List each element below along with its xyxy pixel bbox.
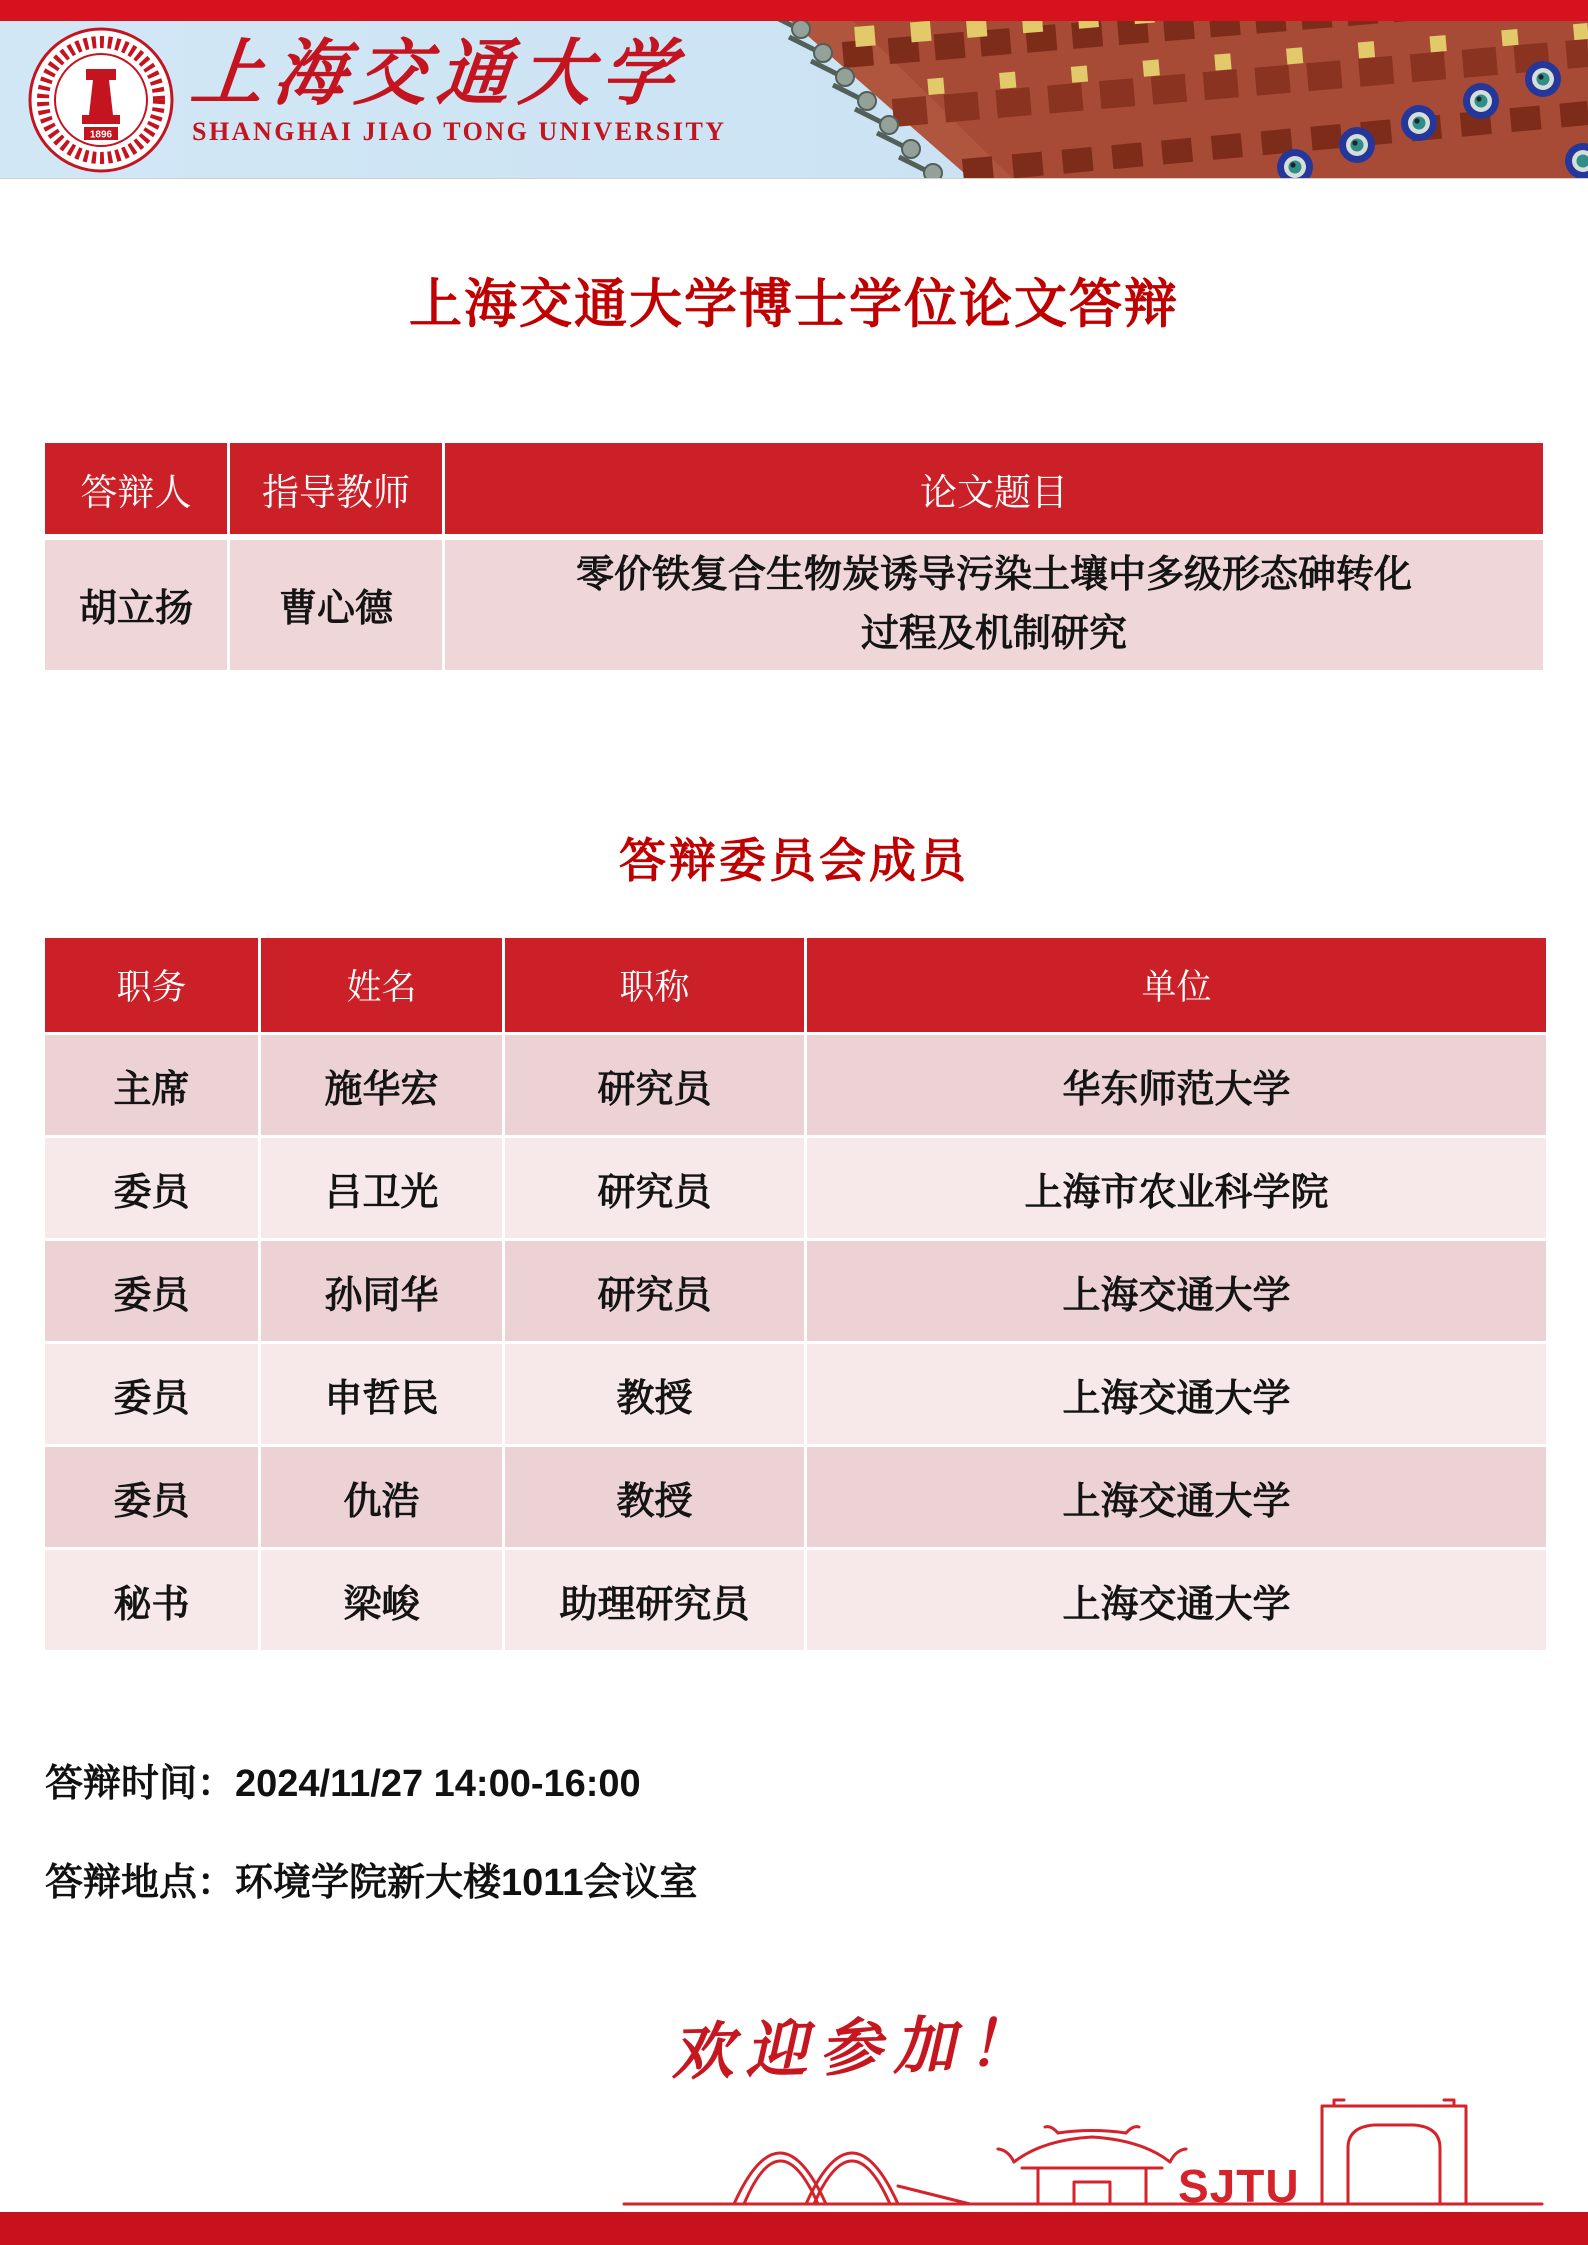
committee-row — [45, 1241, 1543, 1341]
member-role: 主席 — [45, 1035, 258, 1135]
member-affiliation: 上海市农业科学院 — [807, 1138, 1546, 1238]
traditional-gate-icon — [998, 2127, 1186, 2204]
member-role: 委员 — [45, 1241, 258, 1341]
member-role: 委员 — [45, 1138, 258, 1238]
arch-bridge-icon — [734, 2153, 970, 2204]
defense-location-value: 环境学院新大楼1011会议室 — [235, 1862, 698, 1904]
page-title: 上海交通大学博士学位论文答辩 — [409, 275, 1179, 334]
defense-time-line — [45, 1752, 697, 1807]
member-affiliation: 上海交通大学 — [807, 1447, 1546, 1547]
committee-header-title: 职称 — [505, 938, 804, 1032]
member-title: 研究员 — [505, 1035, 804, 1135]
top-red-bar — [0, 0, 1588, 21]
committee-header-role: 职务 — [45, 938, 258, 1032]
defense-info-block — [45, 1752, 697, 1950]
committee-section-title: 答辩委员会成员 — [619, 834, 969, 887]
sjtu-seal-icon — [26, 25, 176, 175]
committee-header-affiliation: 单位 — [807, 938, 1546, 1032]
thesis-title-line2: 过程及机制研究 — [860, 612, 1127, 655]
member-name: 申哲民 — [261, 1344, 502, 1444]
member-name: 孙同华 — [261, 1241, 502, 1341]
defense-info-table — [45, 443, 1543, 670]
member-name: 梁峻 — [261, 1550, 502, 1650]
defense-table-header-row — [45, 443, 1543, 534]
defense-header-thesis: 论文题目 — [445, 443, 1543, 534]
defense-location-line — [45, 1851, 697, 1906]
member-name: 施华宏 — [261, 1035, 502, 1135]
defense-time-label: 答辩时间： — [45, 1763, 236, 1805]
committee-row — [45, 1550, 1543, 1650]
sjtu-letters: SJTU — [1178, 2160, 1300, 2212]
member-title: 研究员 — [505, 1241, 804, 1341]
university-logo-group — [26, 25, 727, 175]
committee-row — [45, 1138, 1543, 1238]
defense-header-candidate: 答辩人 — [45, 443, 227, 534]
advisor-name: 曹心德 — [230, 540, 442, 670]
defense-header-advisor: 指导教师 — [230, 443, 442, 534]
campus-skyline-drawing — [622, 2090, 1544, 2212]
member-affiliation: 上海交通大学 — [807, 1550, 1546, 1650]
bottom-red-bar — [0, 2212, 1588, 2245]
university-names — [187, 25, 727, 147]
thesis-title-line1: 零价铁复合生物炭诱导污染土壤中多级形态砷转化 — [575, 554, 1412, 596]
member-name: 吕卫光 — [261, 1138, 502, 1238]
committee-header-row — [45, 938, 1543, 1032]
member-name: 仇浩 — [261, 1447, 502, 1547]
committee-header-name: 姓名 — [261, 938, 502, 1032]
committee-row — [45, 1344, 1543, 1444]
thesis-title — [445, 540, 1543, 670]
member-title: 研究员 — [505, 1138, 804, 1238]
candidate-name: 胡立扬 — [45, 540, 227, 670]
defense-location-label: 答辩地点： — [45, 1862, 236, 1904]
member-title: 教授 — [505, 1344, 804, 1444]
member-title: 助理研究员 — [505, 1550, 804, 1650]
header-band — [0, 21, 1588, 179]
member-affiliation: 上海交通大学 — [807, 1344, 1546, 1444]
member-title: 教授 — [505, 1447, 804, 1547]
member-role: 委员 — [45, 1344, 258, 1444]
defense-time-value: 2024/11/27 14:00-16:00 — [235, 1763, 641, 1805]
university-name-en: SHANGHAI JIAO TONG UNIVERSITY — [192, 117, 727, 146]
university-name-cn: 上海交通大学 — [187, 30, 689, 115]
committee-table — [45, 938, 1543, 1650]
member-role: 秘书 — [45, 1550, 258, 1650]
member-affiliation: 华东师范大学 — [807, 1035, 1546, 1135]
seal-year-text: 1896 — [89, 129, 113, 141]
gate-tower-icon — [1322, 2100, 1466, 2204]
defense-table-data-row — [45, 540, 1543, 670]
member-affiliation: 上海交通大学 — [807, 1241, 1546, 1341]
committee-row — [45, 1447, 1543, 1547]
member-role: 委员 — [45, 1447, 258, 1547]
committee-row — [45, 1035, 1543, 1135]
welcome-calligraphy: 欢迎参加！ — [670, 2006, 1043, 2089]
